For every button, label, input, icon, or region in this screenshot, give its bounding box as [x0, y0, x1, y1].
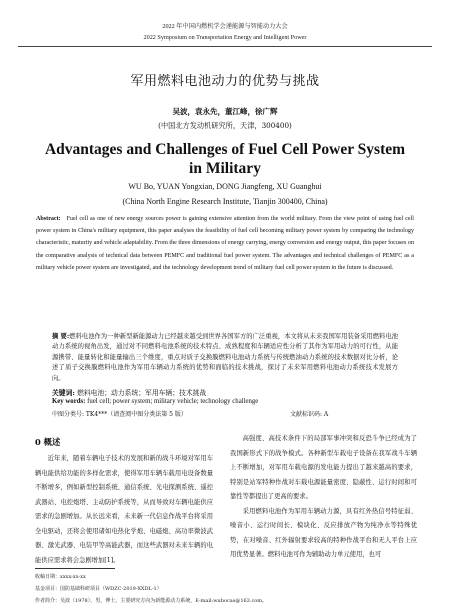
keywords-cn-label: 关键词: [52, 389, 75, 397]
keywords-cn-text: 燃料电池；动力系统；军用车辆；技术挑战 [77, 389, 207, 397]
header-rule [18, 46, 432, 47]
abstract-cn-text: 燃料电池作为一种新型新能源动力已经越来越受到世界各国军方的广泛重视，本文将从未来我国军用装备采用燃料电池动力系统的视角出发，通过对不同燃料电池系统的技术特点、成熟程度和车辆适应性分析了其作为军用动力的可行性，从能源携带、能量转化和能量输出三个维度，重点对质子交换膜燃料电池动力系统与传统燃油动力系统的技术数据对比分析，论述了质子交换膜燃料电池作为军用车辆动力系统的优势和面临的技术挑战，探讨了未来军用燃料电池动力系统技术发展方向。 [52, 333, 398, 382]
paper-title-en-line2: in Military [189, 160, 261, 177]
authors-en: WU Bo, YUAN Yongxian, DONG Jiangfeng, XU Guanghui [128, 182, 322, 191]
abstract-cn-label: 摘 要: [52, 333, 70, 340]
keywords-en-text: fuel cell; power system; military vehicle; technology challenge [87, 398, 259, 405]
abstract-en-label: Abstract: [36, 216, 61, 222]
footnote-rule [35, 568, 115, 569]
keywords-cn [52, 387, 206, 397]
body-paragraph: 近年来，随着车辆电子技术的发展和新的战斗环境对军用车辆电能供给功能的多样化需求，使得军用车辆车载用电设备数量不断增多，例如新型控制系统、通信系统、光电探测系统、遥控武器站、电控炮塔、主动防护系统等，从而导致对车辆电能供应需求的急剧增加。从长远来看，未来新一代信息作战平台将采用全电驱动，还将会使用诸如电热化学炮、电磁炮、高功率微波武器、激光武器、电装甲等高能武器，而这些武器对未来车辆的电能供应需求将会急剧增加[1]。 [35, 455, 213, 564]
authors-cn: 吴波，袁永先，董江峰，徐广辉 [172, 107, 278, 116]
section-heading: 0 概述 [35, 437, 61, 447]
paper-title-en [0, 140, 450, 178]
running-header-cn: 2022 年中国内燃机学会递能源与智能动力大会 [162, 23, 288, 30]
abstract-cn [52, 332, 398, 384]
paper-title-en-line1: Advantages and Challenges of Fuel Cell Power System [44, 141, 406, 158]
affiliation-cn: (中国北方发动机研究所，天津，300400) [158, 121, 292, 130]
abstract-en [36, 213, 414, 274]
body-column-left [35, 452, 213, 568]
document-code: 文献标识码: A [290, 411, 329, 418]
keywords-en [52, 398, 258, 405]
body-paragraph: 高强度、高技术条件下的局部军事冲突和反恐斗争已经成为了我国新形式下的战争模式。各种新型车载电子设备在我军战斗车辆上不断增加，对军用车载电源的发电能力提出了越来越高的要求，特别是站军特种作战对车载电源能量密度、隐蔽性、运行时间和可靠性等都提出了更高的要求。 [230, 435, 417, 500]
clc-number: 中图分类号: TK4***（请查阅中图分类法第 5 版） [52, 411, 187, 418]
footnote-received: 收稿日期：xxxx-xx-xx [35, 574, 86, 580]
body-paragraph: 采用燃料电池作为军用车辆动力源，具有红外热信号特征弱、噪音小、运行时间长、模块化、反应排放产物为纯净水等特殊优势，在对噪音、红外辐射要求较高的特种作战平台和无人平台上应用优势显著。燃料电池可作为辅助动力单元使用，也可 [230, 507, 417, 558]
keywords-en-label: Key words: [52, 398, 86, 405]
paper-title-cn: 军用燃料电池动力的优势与挑战 [130, 74, 320, 89]
footnote-fund: 基金项目：国防基础科研项目（WDZC-2019-XXDL-1） [35, 586, 162, 592]
running-header-en: 2022 Symposium on Transportation Energy and Intelligent Power [143, 34, 307, 41]
affiliation-en: (China North Engine Research Institute, Tianjin 300400, China) [122, 197, 328, 206]
abstract-en-text: Fuel cell as one of new energy sources power is gaining extensive attention from the world military. From the view point of using fuel cell power system in China's military equipment, this paper analyses the feasibility of fuel cell becoming military power system by comparing the technology characteristic, maturity and vehicle adaptability. From the three dimensions of energy carrying, energy conversion and energy output, this paper focuses on the comparative analysis of technical data between PEMFC and traditional fuel power system. The advantages and technical challenges of PEMFC as a military vehicle power system are investigated, and the technology development trend of military fuel cell power system in the future is discussed. [36, 216, 414, 271]
body-column-right [230, 432, 417, 563]
footnote-author: 作者简介：吴波（1978），男，博士，主要研究方向为新能源动力系统，E-mail:wubocas@163.com。 [35, 598, 268, 604]
